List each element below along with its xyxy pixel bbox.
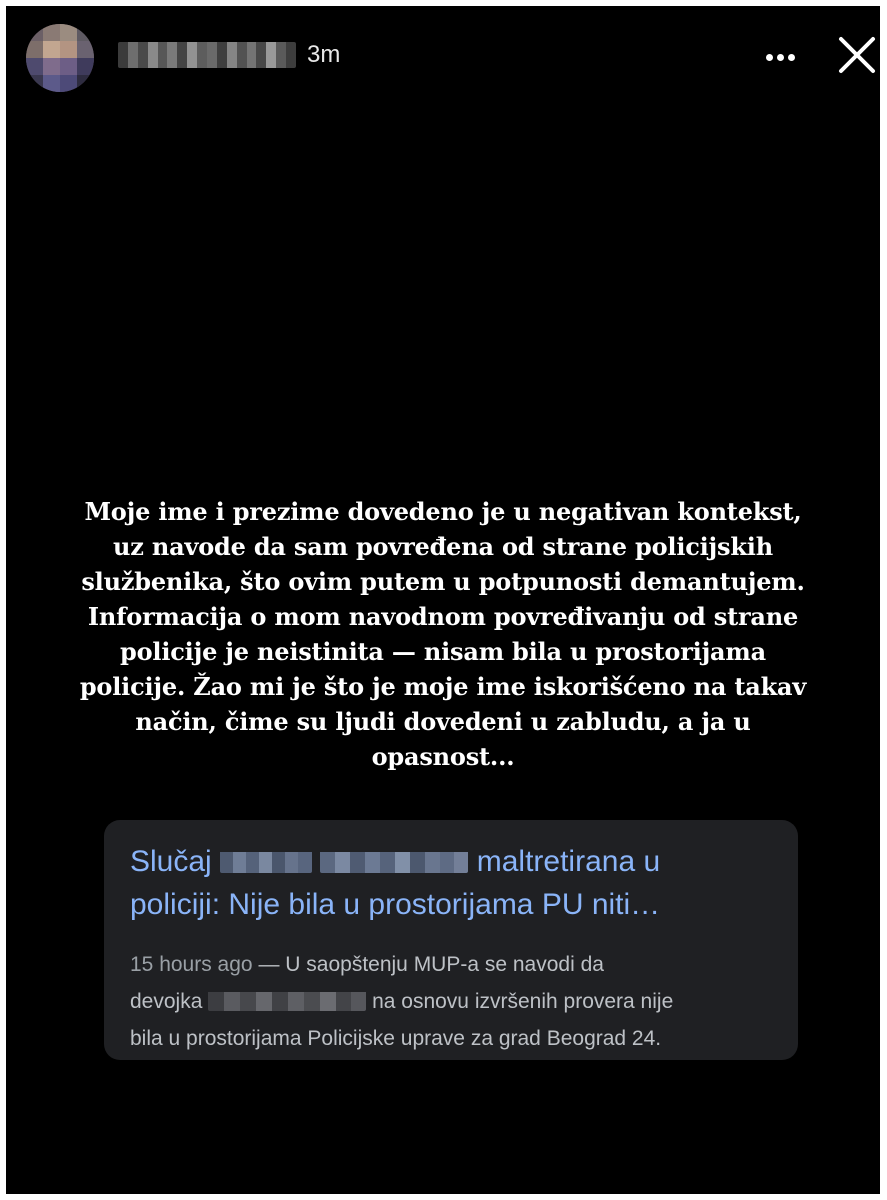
avatar-pixel xyxy=(77,58,94,75)
title-text: Slučaj xyxy=(130,845,212,878)
close-button[interactable] xyxy=(834,32,880,78)
more-horizontal-icon xyxy=(766,54,773,61)
story-statement-text: Moje ime i prezime dovedeno je u negativan kontekst, uz navode da sam povređena od strane policijskih službenika, što ovim putem u potpunosti demantujem. Informacija o mom navodnom povređivanju od strane policije je neistinita — nisam bila u prostorijama policije. Žao mi je što je moje ime iskorišćeno na takav način, čime su ljudi dovedeni u zabludu, a ja u opasnost... xyxy=(79,497,807,771)
news-card-title-line xyxy=(130,840,780,883)
avatar[interactable] xyxy=(26,24,94,92)
news-card-title-line: policiji: Nije bila u prostorijama PU niti… xyxy=(130,888,661,921)
snippet-text: na osnovu izvršenih provera nije xyxy=(372,990,674,1013)
story-viewer xyxy=(6,6,880,1194)
news-result-card[interactable] xyxy=(104,820,798,1060)
news-card-title[interactable] xyxy=(130,840,780,926)
snippet-text: — U saopštenju MUP-a se navodi da xyxy=(252,953,604,976)
avatar-pixel xyxy=(60,24,77,41)
avatar-pixel xyxy=(77,75,94,92)
avatar-pixel xyxy=(60,75,77,92)
username-blurred[interactable] xyxy=(118,42,296,68)
avatar-pixel xyxy=(43,58,60,75)
title-text: maltretirana u xyxy=(476,845,661,878)
blurred-name xyxy=(208,989,366,1011)
story-timestamp: 3m xyxy=(307,41,341,68)
avatar-pixel xyxy=(43,24,60,41)
news-card-snippet-line: bila u prostorijama Policijske uprave za grad Beograd 24. xyxy=(130,1027,662,1050)
more-horizontal-icon xyxy=(777,54,784,61)
close-icon xyxy=(834,32,880,78)
avatar-pixel xyxy=(26,24,43,41)
avatar-pixel xyxy=(26,75,43,92)
avatar-pixel xyxy=(77,41,94,58)
news-card-snippet-line xyxy=(130,946,790,983)
blurred-name xyxy=(220,847,312,873)
avatar-pixel xyxy=(26,58,43,75)
more-options-button[interactable] xyxy=(756,36,804,80)
avatar-pixel xyxy=(60,41,77,58)
avatar-pixel xyxy=(77,24,94,41)
blurred-surname xyxy=(320,847,468,873)
avatar-pixel xyxy=(60,58,77,75)
avatar-pixel xyxy=(26,41,43,58)
avatar-pixel xyxy=(43,75,60,92)
snippet-text: devojka xyxy=(130,990,203,1013)
news-card-snippet xyxy=(130,946,790,1057)
avatar-pixel xyxy=(43,41,60,58)
news-card-snippet-line xyxy=(130,983,790,1020)
news-card-age: 15 hours ago xyxy=(130,953,253,976)
more-horizontal-icon xyxy=(788,54,795,61)
